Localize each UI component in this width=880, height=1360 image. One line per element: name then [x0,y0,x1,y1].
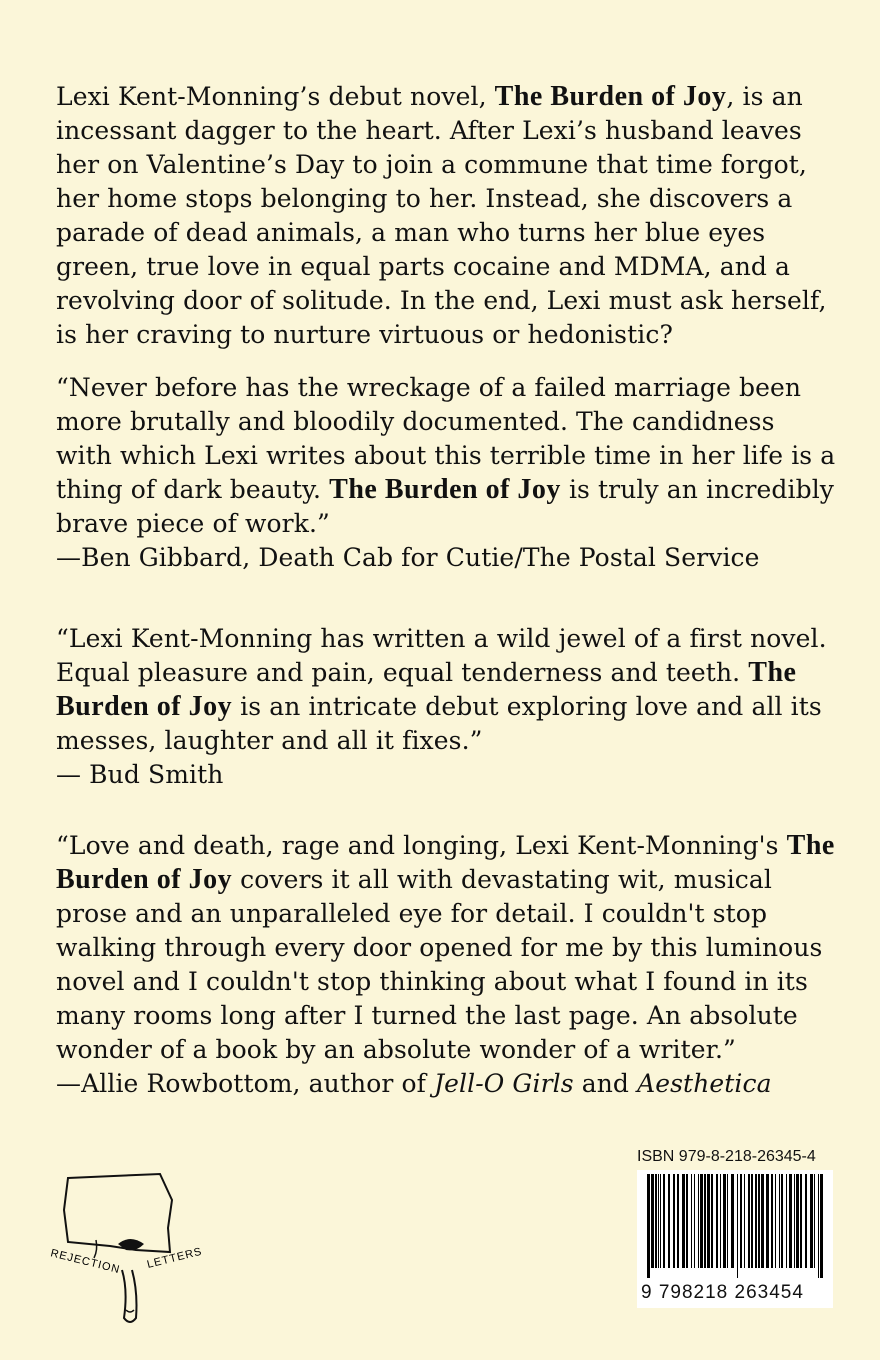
book-title: The Burden of Joy [56,830,835,895]
blurb-quote-rowbottom: “Love and death, rage and longing, Lexi Kent-Monning's The Burden of Joy covers it all with devastating wit, musical prose and an unparalleled eye for detail. I couldn't stop walking through every door opened for me by this luminous novel and I couldn't stop thinking about what I found in its many rooms long after I turned the last page. An absolute wonder of a book by an absolute wonder of a writer.” —Allie Rowbottom, author of Jell-O Girls and Aesthetica [56,829,836,1101]
logo-text-right: LETTERS [145,1245,204,1271]
isbn-label: ISBN 979-8-218-26345-4 [637,1148,816,1165]
isbn-barcode [637,1148,833,1308]
book-title: The Burden of Joy [494,81,727,112]
work-title: Aesthetica [637,1069,772,1098]
description-paragraph: Lexi Kent-Monning’s debut novel, The Burden of Joy, is an incessant dagger to the heart. After Lexi’s husband leaves her on Valentine’s Day to join a commune that time forgot, her home stops belonging to her. Instead, she discovers a parade of dead animals, a man who turns her blue eyes green, true love in equal parts cocaine and MDMA, and a revolving door of solitude. In the end, Lexi must ask herself, is her craving to nurture virtuous or hedonistic? [56,81,827,349]
blurb-quote-gibbard: “Never before has the wreckage of a failed marriage been more brutally and bloodily documented. The candidness with which Lexi writes about this terrible time in her life is a thing of dark beauty. The Burden of Joy is truly an incredibly brave piece of work.” —Ben Gibbard, Death Cab for Cutie/The Postal Service [56,371,836,575]
quote-attribution: —Allie Rowbottom, author of Jell-O Girls and Aesthetica [56,1069,772,1098]
quote-attribution: —Ben Gibbard, Death Cab for Cutie/The Postal Service [56,543,760,572]
barcode-box [637,1170,833,1308]
work-title: Jell-O Girls [434,1069,574,1098]
publisher-logo [40,1170,210,1335]
quote-attribution: — Bud Smith [56,760,224,789]
rejection-letters-logo-icon [40,1170,210,1335]
logo-text-left: REJECTION [49,1247,122,1277]
book-title: The Burden of Joy [56,657,797,722]
barcode-bars [647,1174,823,1278]
book-title: The Burden of Joy [329,474,561,505]
barcode-digits: 9 798218 263454 [641,1282,804,1303]
blurb-quote-smith: “Lexi Kent-Monning has written a wild jewel of a first novel. Equal pleasure and pain, equal tenderness and teeth. The Burden of Joy is an intricate debut exploring love and all its messes, laughter and all it fixes.” — Bud Smith [56,622,836,792]
